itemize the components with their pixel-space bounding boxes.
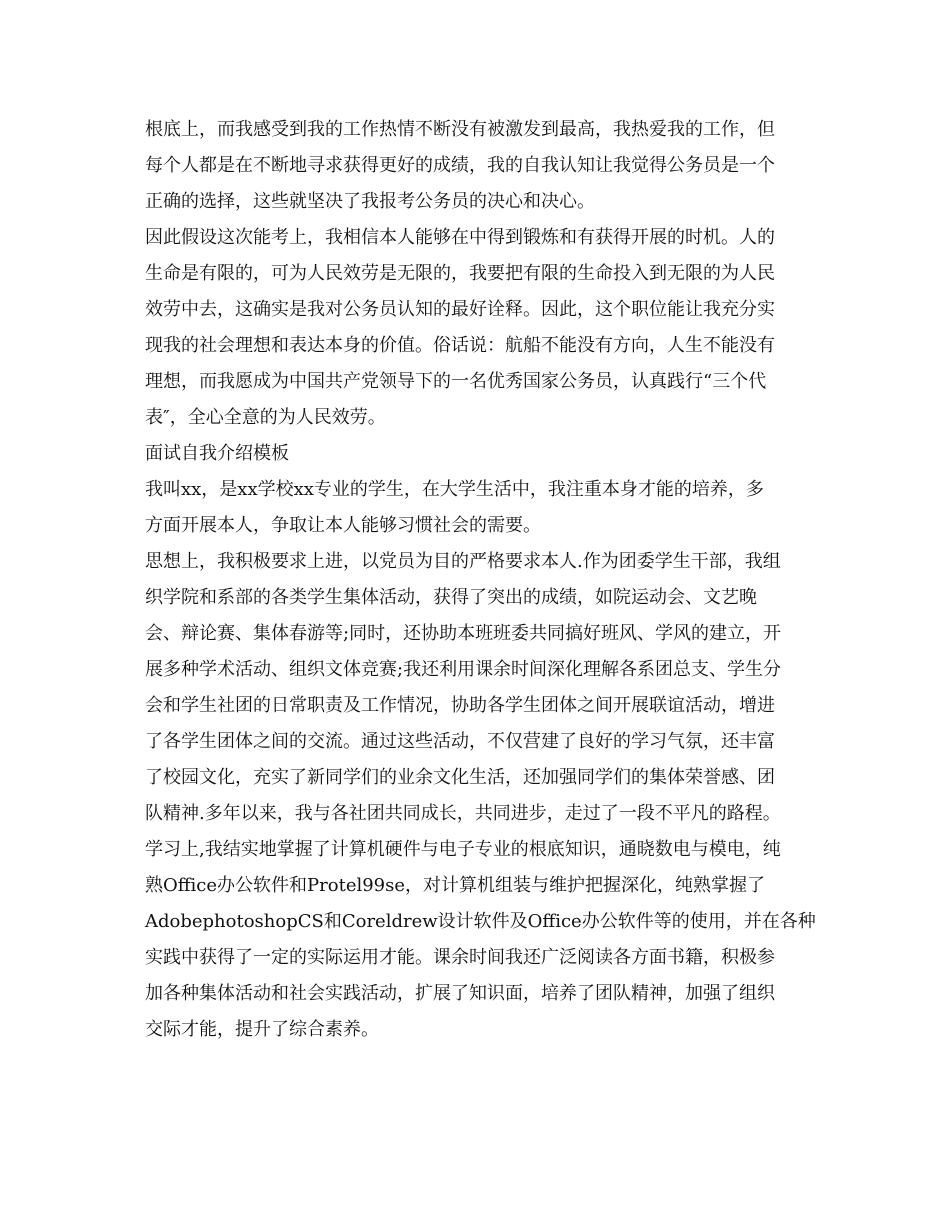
text-line: 了各学生团体之间的交流。通过这些活动，不仅营建了良好的学习气氛，还丰富 bbox=[145, 731, 775, 752]
text-line: 理想，而我愿成为中国共产党领导下的一名优秀国家公务员，认真践行“三个代 bbox=[145, 371, 767, 392]
text-line: 方面开展本人，争取让本人能够习惯社会的需要。 bbox=[145, 515, 541, 536]
text-line: 学习上,我结实地掌握了计算机硬件与电子专业的根底知识，通晓数电与模电，纯 bbox=[145, 839, 781, 860]
text-line: 实践中获得了一定的实际运用才能。课余时间我还广泛阅读各方面书籍，积极参 bbox=[145, 947, 775, 968]
text-line: 会、辩论赛、集体春游等;同时，还协助本班班委共同搞好班风、学风的建立，开 bbox=[145, 623, 782, 644]
text-line: 生命是有限的，可为人民效劳是无限的，我要把有限的生命投入到无限的为人民 bbox=[145, 263, 775, 284]
text-line: 每个人都是在不断地寻求获得更好的成绩，我的自我认知让我觉得公务员是一个 bbox=[145, 155, 775, 176]
text-line: 交际才能，提升了综合素养。 bbox=[145, 1019, 379, 1040]
text-line: 加各种集体活动和社会实践活动，扩展了知识面，培养了团队精神，加强了组织 bbox=[145, 983, 775, 1004]
text-line: 了校园文化，充实了新同学们的业余文化生活，还加强同学们的集体荣誉感、团 bbox=[145, 767, 775, 788]
text-line: 现我的社会理想和表达本身的价值。俗话说：航船不能没有方向，人生不能没有 bbox=[145, 335, 775, 356]
text-line: 表″，全心全意的为人民效劳。 bbox=[145, 407, 386, 428]
text-line: 我叫xx，是xx学校xx专业的学生，在大学生活中，我注重本身才能的培养，多 bbox=[145, 479, 764, 500]
text-line: AdobephotoshopCS和Coreldrew设计软件及Office办公软件等的使用，并在各种 bbox=[145, 911, 816, 932]
text-line: 效劳中去，这确实是我对公务员认知的最好诠释。因此，这个职位能让我充分实 bbox=[145, 299, 775, 320]
section-heading: 面试自我介绍模板 bbox=[145, 443, 289, 464]
text-line: 思想上，我积极要求上进，以党员为目的严格要求本人.作为团委学生干部，我组 bbox=[145, 551, 781, 572]
text-line: 展多种学术活动、组织文体竞赛;我还利用课余时间深化理解各系团总支、学生分 bbox=[145, 659, 782, 680]
text-line: 根底上，而我感受到我的工作热情不断没有被激发到最高，我热爱我的工作，但 bbox=[145, 119, 775, 140]
text-line: 正确的选择，这些就坚决了我报考公务员的决心和决心。 bbox=[145, 191, 595, 212]
document-body bbox=[145, 112, 816, 1048]
text-line: 会和学生社团的日常职责及工作情况，协助各学生团体之间开展联谊活动，增进 bbox=[145, 695, 775, 716]
text-line: 队精神.多年以来，我与各社团共同成长，共同进步，走过了一段不平凡的路程。 bbox=[145, 803, 781, 824]
text-line: 因此假设这次能考上，我相信本人能够在中得到锻炼和有获得开展的时机。人的 bbox=[145, 227, 775, 248]
text-line: 织学院和系部的各类学生集体活动，获得了突出的成绩，如院运动会、文艺晚 bbox=[145, 587, 757, 608]
text-line: 熟Office办公软件和Protel99se，对计算机组装与维护把握深化，纯熟掌握了 bbox=[145, 875, 766, 896]
